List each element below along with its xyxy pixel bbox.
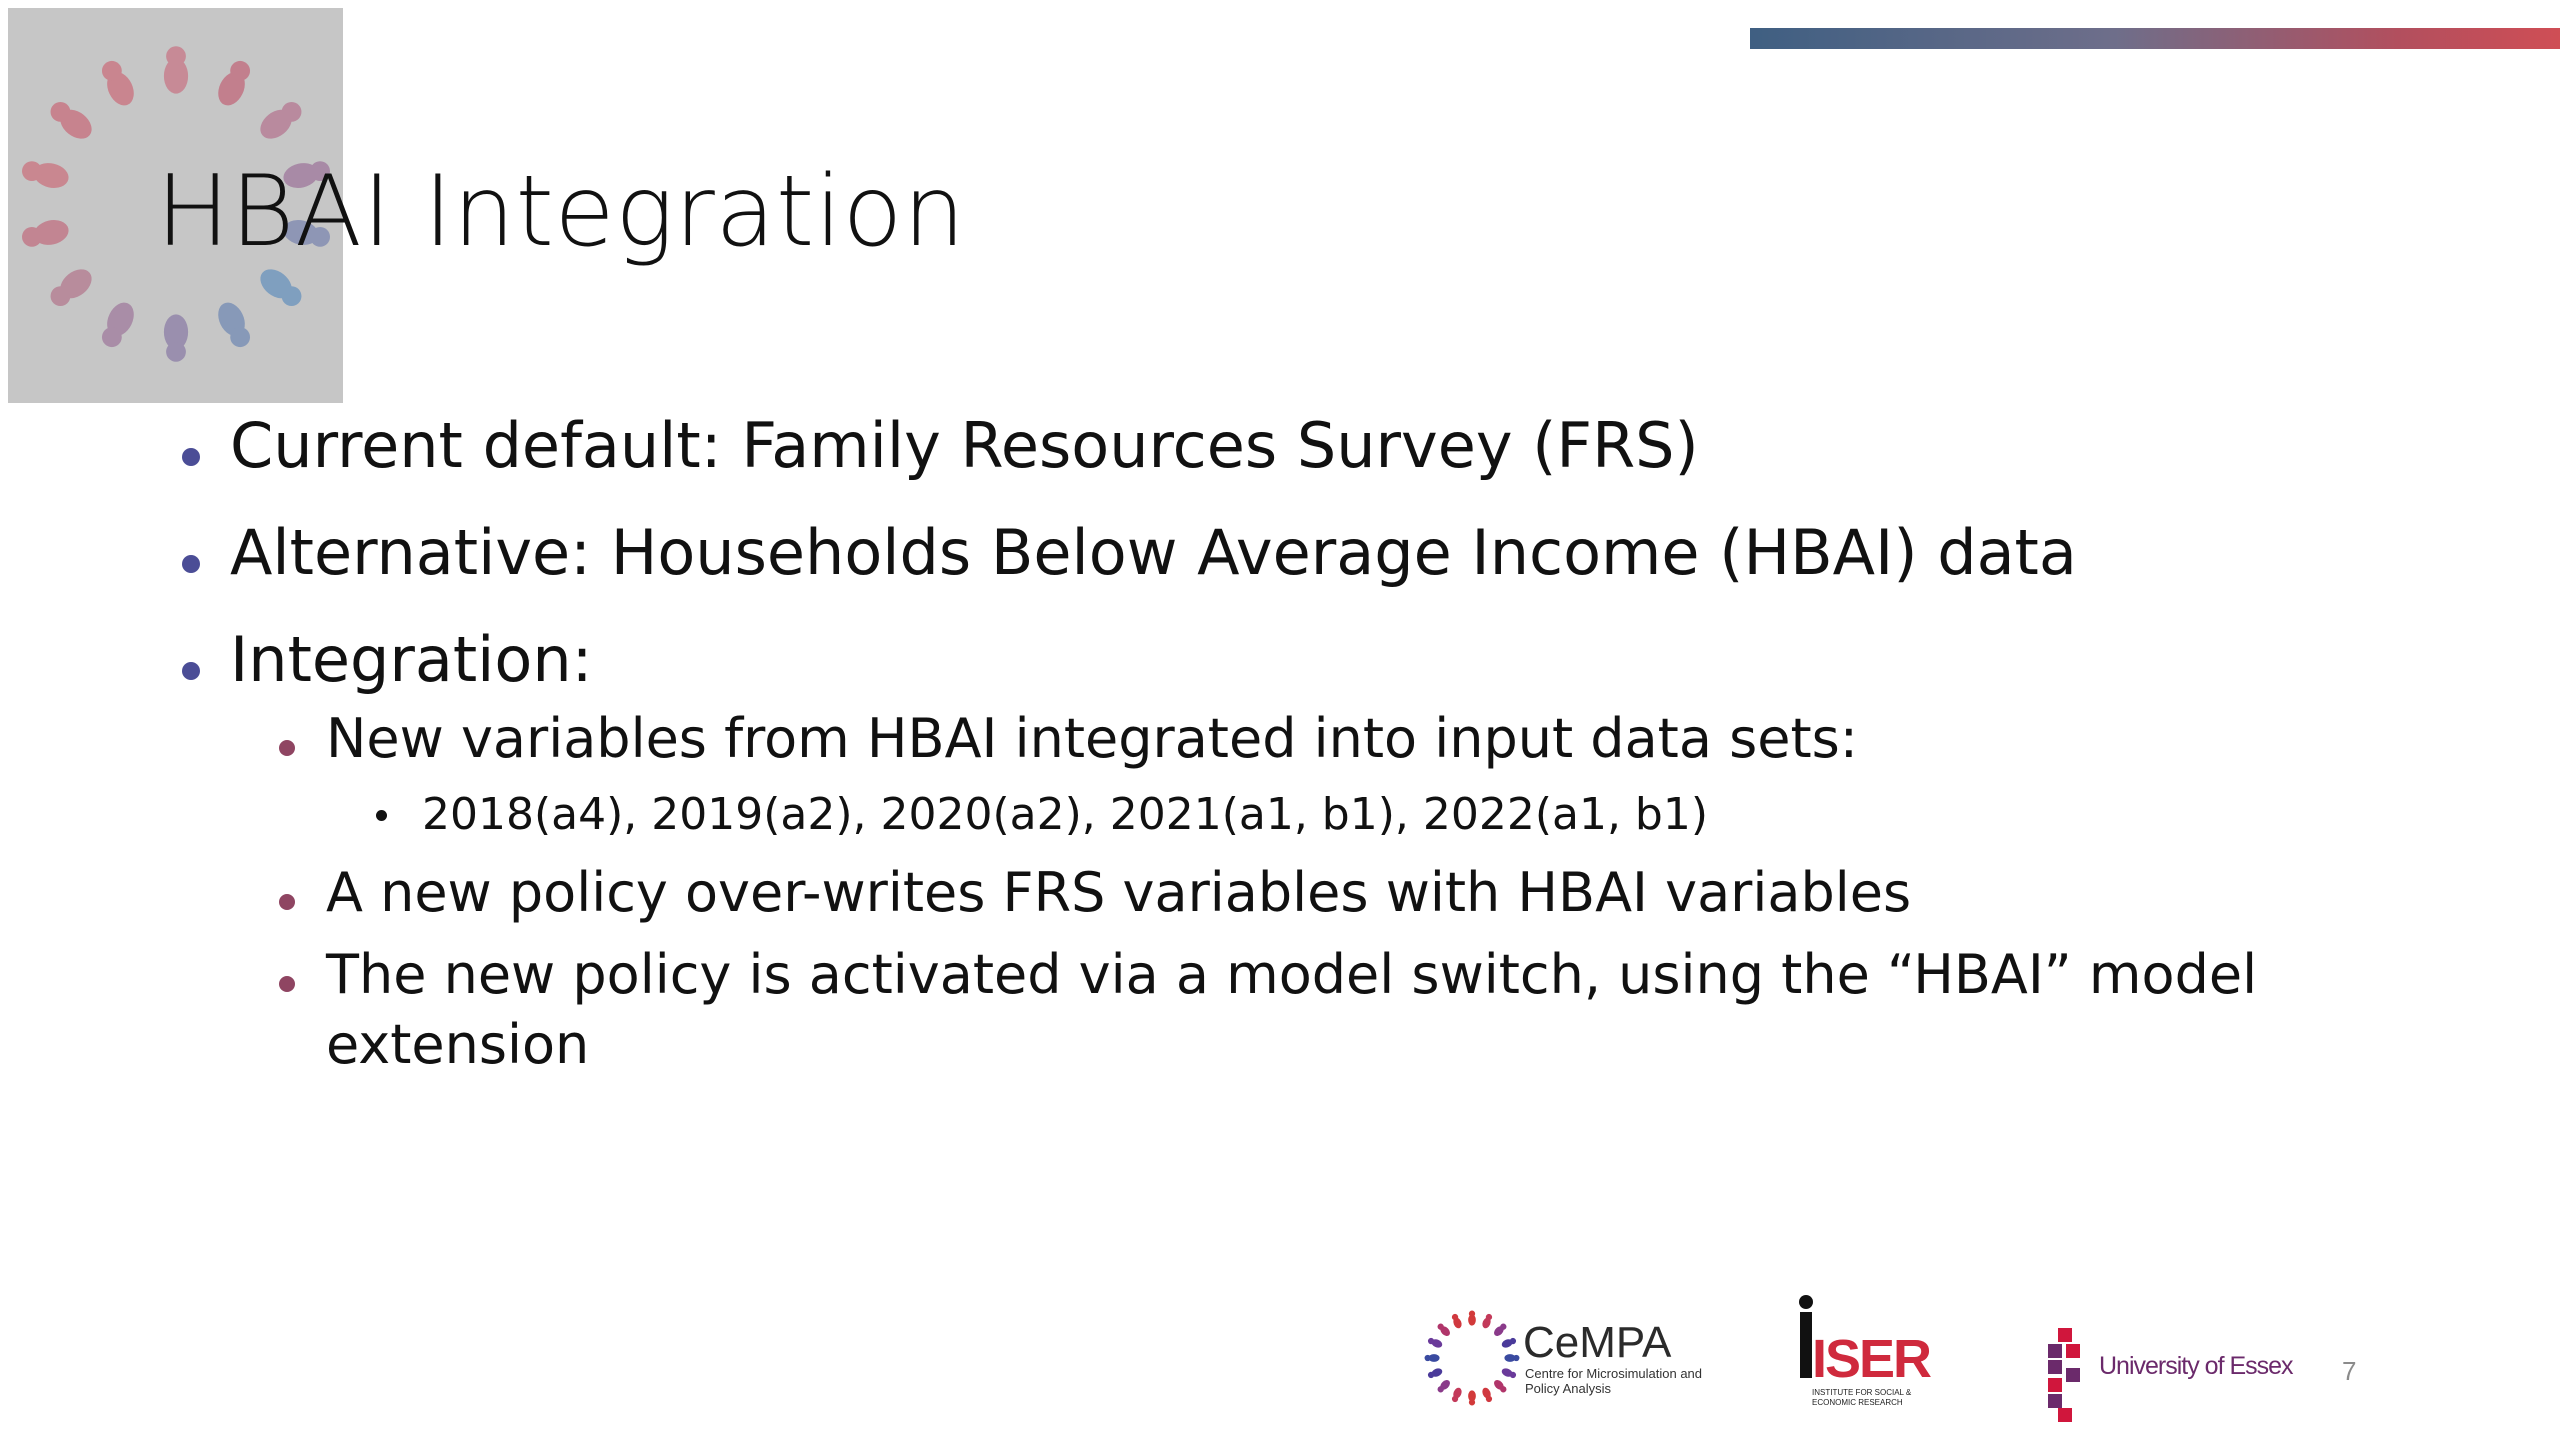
slide-title: HBAI Integration (156, 155, 966, 269)
figure-head (51, 102, 71, 122)
figure-head (102, 61, 122, 81)
cempa-name: CeMPA (1523, 1318, 1672, 1367)
subbullet-text: New variables from HBAI integrated into input data sets: (326, 707, 1858, 770)
figure-head (1486, 1314, 1492, 1320)
subbullet-text: A new policy over-writes FRS variables with HBAI variables (326, 861, 1912, 924)
essex-name: University of Essex (2099, 1352, 2293, 1380)
figure-head (1428, 1372, 1434, 1378)
bullet-alternative (180, 515, 2330, 591)
figure-head (102, 327, 122, 347)
bullet-integration (180, 622, 2330, 698)
figure-head (51, 286, 71, 306)
subsubbullet-dot (376, 810, 387, 821)
page-number: 7 (2342, 1356, 2357, 1386)
bullet-text: Alternative: Households Below Average Income (HBAI) data (230, 516, 2077, 589)
essex-logo-icon (2044, 1328, 2084, 1422)
iser-name: ISER (1812, 1329, 1931, 1389)
figure-head (1486, 1396, 1492, 1402)
subbullet-text-line2: extension (326, 1013, 590, 1076)
subsubbullet-years (180, 786, 2330, 844)
figure-head (282, 286, 302, 306)
subbullet-model-switch (180, 940, 2330, 1080)
figure-head (1469, 1399, 1475, 1405)
cempa-logo-icon (1420, 1300, 1520, 1415)
figure-head (166, 342, 186, 362)
figure-head (282, 102, 302, 122)
figure-head (1469, 1311, 1475, 1317)
figure-head (1513, 1355, 1519, 1361)
subbullet-dot (279, 740, 295, 756)
figure-head (1510, 1338, 1516, 1344)
bullet-current-default (180, 408, 2330, 484)
slide-content (180, 408, 2330, 1092)
bullet-dot (182, 448, 200, 466)
subbullet-dot (279, 976, 295, 992)
subbullet-policy (180, 858, 2330, 928)
subsubbullet-text: 2018(a4), 2019(a2), 2020(a2), 2021(a1, b1), 2022(a1, b1) (422, 789, 1709, 840)
cempa-subtitle: Centre for Microsimulation and Policy Analysis (1525, 1366, 1703, 1396)
figure-head (1500, 1324, 1506, 1330)
iser-subtitle: INSTITUTE FOR SOCIAL & ECONOMIC RESEARCH (1812, 1388, 1912, 1407)
figure-head (1452, 1396, 1458, 1402)
subbullet-text-line1: The new policy is activated via a model switch, using the “HBAI” model (326, 943, 2258, 1006)
figure-head (1500, 1386, 1506, 1392)
top-accent-bar (1750, 28, 2560, 49)
bullet-dot (182, 662, 200, 680)
subbullet-new-variables (180, 704, 2330, 774)
figure-head (230, 327, 250, 347)
footer-logos (1420, 1290, 2430, 1430)
figure-head (22, 161, 42, 181)
figure-head (1428, 1338, 1434, 1344)
bullet-dot (182, 555, 200, 573)
bullet-text: Current default: Family Resources Survey (FRS) (230, 409, 1699, 482)
subbullet-dot (279, 894, 295, 910)
figure-head (1510, 1372, 1516, 1378)
figure-head (1438, 1386, 1444, 1392)
bullet-text: Integration: (230, 623, 593, 696)
figure-head (22, 227, 42, 247)
figure-head (230, 61, 250, 81)
figure-head (1438, 1324, 1444, 1330)
figure-head (1425, 1355, 1431, 1361)
figure-head (1452, 1314, 1458, 1320)
figure-head (166, 46, 186, 66)
